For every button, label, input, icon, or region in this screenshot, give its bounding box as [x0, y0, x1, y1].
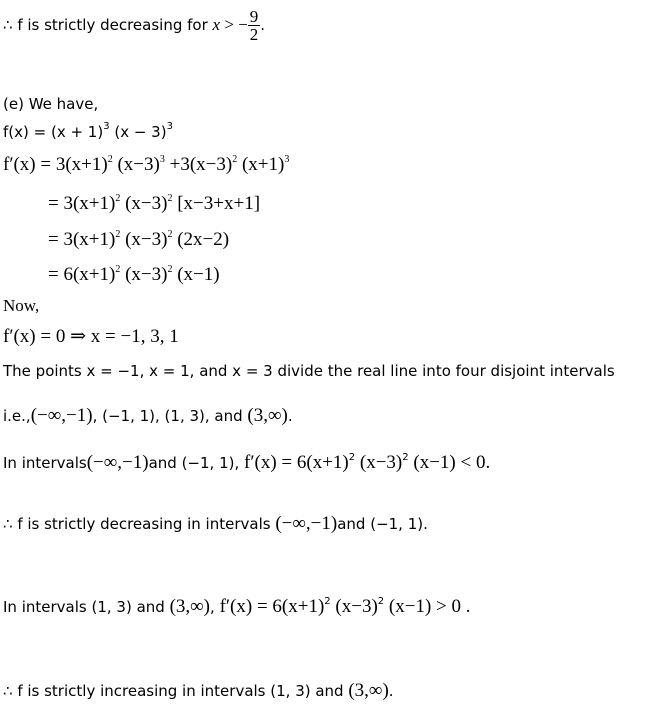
- therefore-symbol: ∴: [3, 16, 13, 34]
- eq-part: (x−3): [330, 596, 378, 617]
- negative-derivative-line: [3, 453, 490, 472]
- interval-math: (−∞,−1): [86, 452, 149, 473]
- text-part: , (−1, 1), (1, 3), and: [92, 407, 248, 425]
- critical-points-line: f′(x) = 0 ⇒ x = −1, 3, 1: [3, 326, 179, 347]
- text-part: .: [388, 682, 394, 700]
- eq-part: = 3(x+1): [48, 229, 116, 250]
- fraction-nine-halves: [248, 8, 261, 43]
- exponent: 2: [107, 154, 113, 165]
- eq-part: +3(x−3): [164, 154, 233, 175]
- exponent: 2: [377, 596, 385, 607]
- function-definition: [3, 121, 173, 141]
- greater-minus: > −: [220, 15, 248, 34]
- eq-part: (x+1): [237, 154, 285, 175]
- eq-part: = 3(x+1): [48, 193, 116, 214]
- eq-part: (x−3): [355, 452, 403, 473]
- exponent: 3: [103, 121, 110, 132]
- conclusion-text: f is strictly decreasing for: [12, 16, 213, 34]
- function-def-part: f(x) = (x + 1): [3, 123, 104, 141]
- exponent: 2: [115, 264, 121, 275]
- text-part: f is strictly decreasing in intervals: [12, 515, 276, 533]
- text-part: In intervals (1, 3) and: [3, 598, 170, 616]
- eq-part: (x−1) > 0 .: [384, 596, 471, 617]
- eq-part: (x−1): [172, 264, 220, 285]
- now-label: Now,: [3, 296, 40, 315]
- exponent: 2: [167, 264, 173, 275]
- fraction-denominator: 2: [249, 25, 259, 44]
- text-part: .: [287, 407, 293, 425]
- increasing-conclusion: [3, 681, 394, 700]
- exponent: 2: [115, 229, 121, 240]
- conclusion-decreasing-line: [3, 8, 265, 43]
- interval-math: (−∞,−1): [275, 513, 338, 534]
- eq-part: (2x−2): [172, 229, 230, 250]
- eq-part: f′(x) = 6(x+1): [244, 452, 349, 473]
- interval-math: (3,∞): [247, 405, 288, 426]
- exponent: 2: [402, 452, 409, 463]
- eq-part: (x−3): [120, 193, 168, 214]
- text-part: f is strictly increasing in intervals (1, 3) and: [12, 682, 349, 700]
- exponent: 2: [348, 452, 356, 463]
- eq-part: (x−1) < 0.: [408, 452, 491, 473]
- eq-part: (x−3): [120, 264, 168, 285]
- intervals-statement: The points x = −1, x = 1, and x = 3 divide the real line into four disjoint intervals: [3, 362, 615, 380]
- therefore-symbol: ∴: [3, 515, 13, 533]
- text-part: i.e.,: [3, 407, 31, 425]
- variable-x: x: [212, 15, 221, 34]
- exponent: 3: [159, 154, 165, 165]
- eq-part: f′(x) = 3(x+1): [3, 154, 108, 175]
- eq-part: [x−3+x+1]: [172, 193, 261, 214]
- decreasing-conclusion: [3, 514, 428, 533]
- derivative-line-2: [48, 194, 260, 213]
- exponent: 3: [284, 154, 290, 165]
- function-def-part: (x − 3): [109, 123, 167, 141]
- exponent: 2: [324, 596, 331, 607]
- exponent: 2: [167, 229, 173, 240]
- exponent: 2: [115, 193, 121, 204]
- eq-part: f′(x) = 6(x+1): [219, 596, 325, 617]
- derivative-line-3: [48, 230, 229, 249]
- therefore-symbol: ∴: [3, 682, 13, 700]
- interval-math: (3,∞): [169, 596, 211, 617]
- exponent: 3: [166, 121, 173, 132]
- exponent: 2: [232, 154, 238, 165]
- part-e-heading: (e) We have,: [3, 95, 99, 113]
- intervals-list: [3, 406, 293, 425]
- text-part: and (−1, 1).: [337, 515, 428, 533]
- text-part: ,: [210, 598, 220, 616]
- exponent: 2: [167, 193, 173, 204]
- period: .: [260, 16, 266, 34]
- interval-math: (3,∞): [348, 680, 389, 701]
- eq-part: = 6(x+1): [48, 264, 116, 285]
- text-part: In intervals: [3, 454, 87, 472]
- derivative-line-1: [3, 155, 289, 174]
- interval-math: (−∞,−1): [30, 405, 93, 426]
- eq-part: (x−3): [120, 229, 168, 250]
- text-part: and (−1, 1),: [148, 454, 245, 472]
- positive-derivative-line: [3, 597, 471, 616]
- fraction-numerator: 9: [249, 7, 259, 26]
- derivative-line-4: [48, 265, 220, 284]
- eq-part: (x−3): [112, 154, 160, 175]
